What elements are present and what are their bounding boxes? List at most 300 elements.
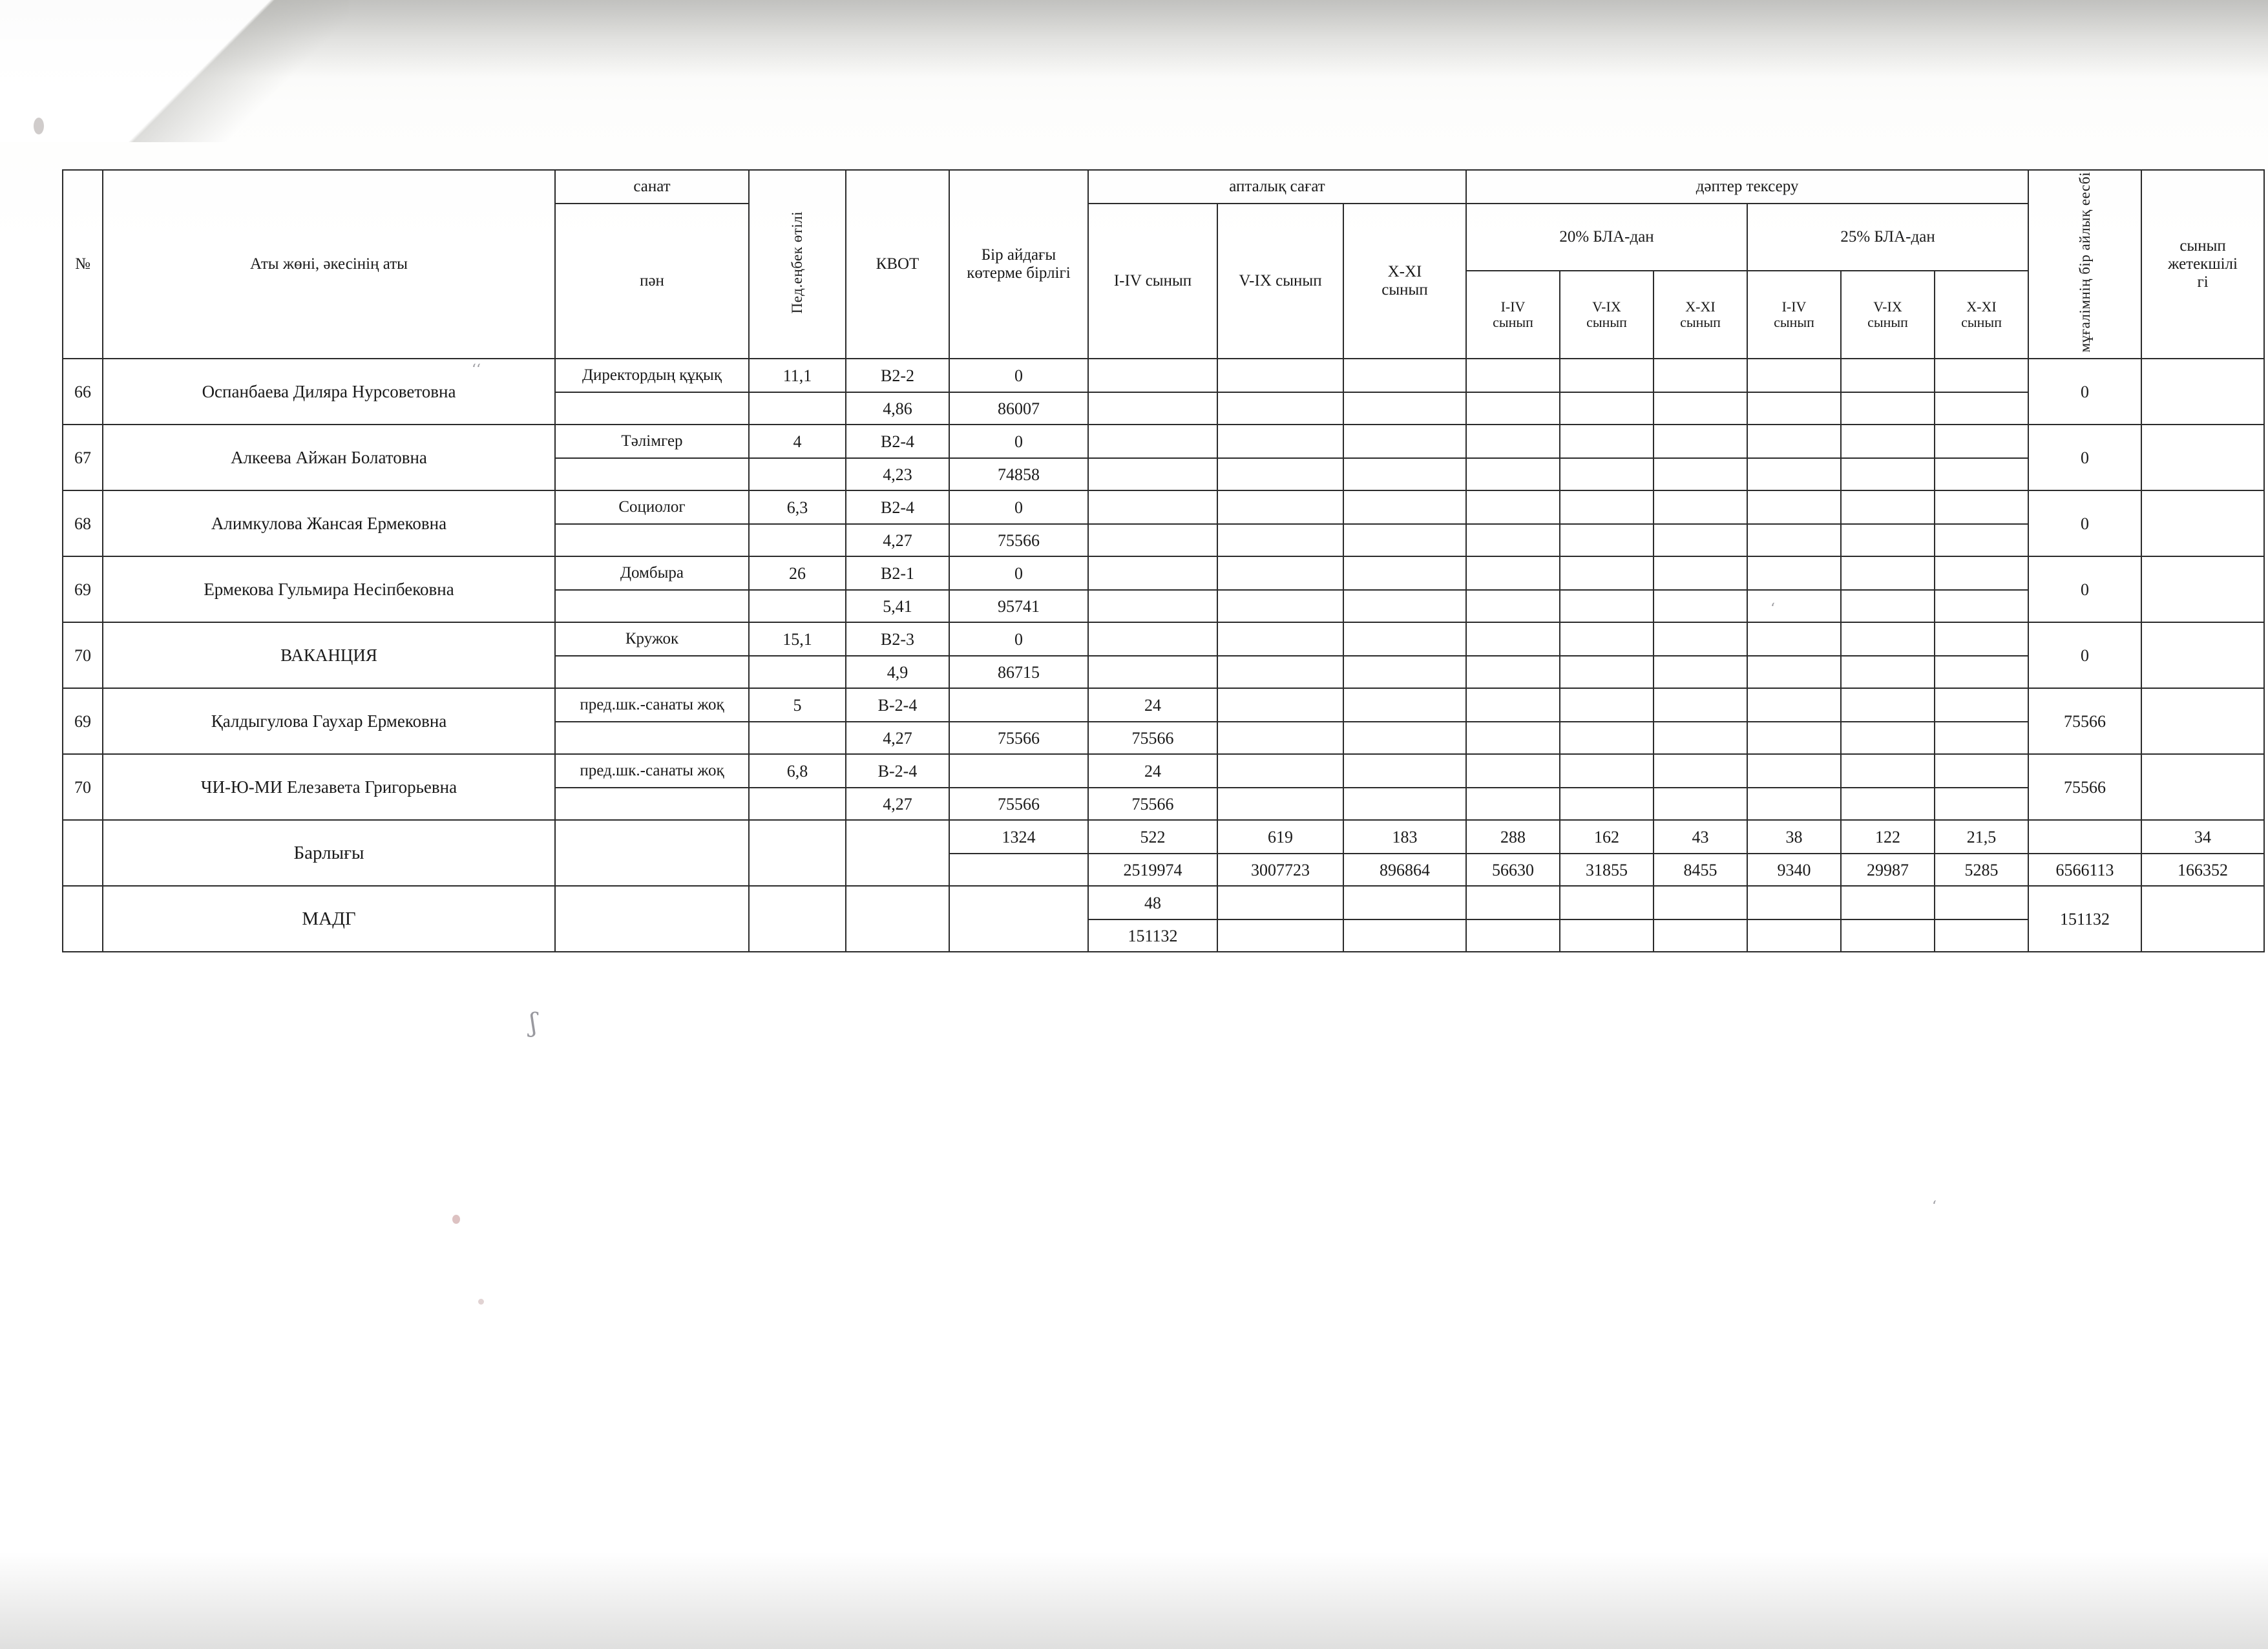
row-subject-second [555,524,749,556]
row-unit-top: 0 [949,490,1088,524]
row-weekly-5-9-top [1217,359,1343,392]
row-pct25-10-11-top [1935,622,2028,656]
row-experience-second [749,590,846,622]
row-subject: Домбыра [555,556,749,590]
header-weekly-10-11-line2: сынып [1381,281,1428,299]
row-pct25-10-11-bottom [1935,524,2028,556]
row-weekly-1-4-bottom [1088,392,1217,425]
row-no: 69 [63,688,103,754]
row-teacher-total: 0 [2028,556,2141,622]
pen-stroke: ʻ [1770,601,1775,617]
row-weekly-1-4-top [1088,622,1217,656]
table-row[interactable] [63,359,2264,392]
row-pct20-10-11-top [1654,359,1747,392]
row-experience: 6,8 [749,754,846,788]
row-pct25-5-9-bottom [1841,590,1935,622]
row-no: 67 [63,425,103,490]
row-weekly-1-4-bottom [1088,590,1217,622]
header-monthly-unit [949,170,1088,359]
pen-stroke: ʻʻ [472,362,481,378]
row-pct20-10-11-bottom [1654,524,1747,556]
header-class-teacher-line1: сынып [2179,237,2226,255]
row-weekly-5-9-top [1217,688,1343,722]
row-pct20-1-4-bottom [1466,788,1560,820]
row-pct25-1-4-top [1747,622,1841,656]
row-class-teacher [2141,688,2264,754]
row-pct25-5-9-bottom [1841,524,1935,556]
totals-pct20-1-4-bottom: 56630 [1466,854,1560,886]
table-row[interactable] [63,754,2264,788]
row-weekly-10-11-bottom [1343,392,1466,425]
row-pct25-1-4-bottom [1747,788,1841,820]
table-row[interactable] [63,688,2264,722]
madg-teacher-total: 151132 [2028,886,2141,952]
row-name: Алкеева Айжан Болатовна [103,425,555,490]
madg-pct25-5-9-bottom [1841,919,1935,952]
row-pct20-10-11-top [1654,688,1747,722]
row-weekly-10-11-top [1343,425,1466,458]
row-pct20-10-11-top [1654,622,1747,656]
madg-weekly-10-11-top [1343,886,1466,919]
row-class-teacher [2141,359,2264,425]
header-teacher-monthly: мұғалімнің бір айлық еесбі [2028,170,2141,359]
row-subject: Социолог [555,490,749,524]
row-pct25-1-4-top [1747,425,1841,458]
madg-pct25-1-4-top [1747,886,1841,919]
row-pct20-5-9-top [1560,359,1654,392]
row-pct20-1-4-bottom [1466,722,1560,754]
row-subject-second [555,656,749,688]
row-weekly-5-9-top [1217,556,1343,590]
row-pct25-5-9-top [1841,688,1935,722]
row-pct25-5-9-bottom [1841,458,1935,490]
totals-class-teacher-bottom: 166352 [2141,854,2264,886]
row-pct25-10-11-bottom [1935,590,2028,622]
row-subject: пред.шк.-санаты жоқ [555,688,749,722]
header-pct25-grade-10-11: X-XI сынып [1935,271,2028,359]
row-subject: Кружок [555,622,749,656]
row-pct20-5-9-top [1560,490,1654,524]
row-weekly-10-11-bottom [1343,458,1466,490]
row-unit-top [949,754,1088,788]
header-pct25-grade-1-4: I-IV сынып [1747,271,1841,359]
header-notebook-check: дәптер тексеру [1466,170,2028,204]
row-weekly-10-11-top [1343,622,1466,656]
row-pct20-10-11-top [1654,556,1747,590]
row-name: Қалдыгулова Гаухар Ермековна [103,688,555,754]
row-no: 70 [63,754,103,820]
row-no: 66 [63,359,103,425]
row-experience-second [749,392,846,425]
totals-teacher-total-bottom: 6566113 [2028,854,2141,886]
totals-teacher-total-top [2028,820,2141,854]
row-pct25-5-9-top [1841,754,1935,788]
row-pct25-1-4-top [1747,359,1841,392]
row-subject-second [555,392,749,425]
row-teacher-total: 75566 [2028,688,2141,754]
teacher-workload-table [62,169,2265,952]
row-name: ЧИ-Ю-МИ Елезавета Григорьевна [103,754,555,820]
header-category: санат [555,170,749,204]
row-no: 69 [63,556,103,622]
row-kvot-top: В2-4 [846,490,949,524]
madg-subject-cell [555,886,749,952]
row-kvot-bottom: 4,27 [846,788,949,820]
row-teacher-total: 0 [2028,490,2141,556]
row-pct25-5-9-top [1841,359,1935,392]
row-kvot-bottom: 5,41 [846,590,949,622]
row-weekly-1-4-top: 24 [1088,688,1217,722]
row-unit-bottom: 75566 [949,788,1088,820]
header-pct20: 20% БЛА-дан [1466,204,1747,271]
row-unit-top: 0 [949,359,1088,392]
row-unit-top: 0 [949,622,1088,656]
row-kvot-top: В2-2 [846,359,949,392]
row-weekly-5-9-top [1217,622,1343,656]
row-weekly-1-4-bottom: 75566 [1088,788,1217,820]
row-weekly-1-4-top [1088,556,1217,590]
header-no: № [63,170,103,359]
row-weekly-10-11-top [1343,688,1466,722]
row-weekly-10-11-bottom [1343,656,1466,688]
totals-pct25-5-9-bottom: 29987 [1841,854,1935,886]
row-weekly-10-11-top [1343,556,1466,590]
row-kvot-bottom: 4,27 [846,524,949,556]
row-kvot-top: В2-3 [846,622,949,656]
header-pct20-grade-5-9: V-IX сынып [1560,271,1654,359]
row-unit-top: 0 [949,425,1088,458]
row-weekly-1-4-top [1088,359,1217,392]
row-pct25-10-11-top [1935,556,2028,590]
totals-class-teacher-top: 34 [2141,820,2264,854]
row-no: 70 [63,622,103,688]
row-pct25-1-4-top [1747,556,1841,590]
header-pct25-grade-5-9: V-IX сынып [1841,271,1935,359]
row-pct20-10-11-bottom [1654,656,1747,688]
totals-experience-cell [749,820,846,886]
row-name: Ермекова Гульмира Несіпбековна [103,556,555,622]
row-weekly-1-4-bottom [1088,458,1217,490]
row-pct20-5-9-top [1560,688,1654,722]
row-pct20-10-11-bottom [1654,458,1747,490]
totals-unit-bottom [949,854,1088,886]
row-kvot-top: В2-1 [846,556,949,590]
row-unit-bottom: 86007 [949,392,1088,425]
row-pct25-10-11-top [1935,754,2028,788]
row-subject: Тәлімгер [555,425,749,458]
row-unit-bottom: 86715 [949,656,1088,688]
row-weekly-5-9-bottom [1217,722,1343,754]
row-weekly-10-11-bottom [1343,524,1466,556]
row-class-teacher [2141,556,2264,622]
row-kvot-bottom: 4,23 [846,458,949,490]
row-subject-second [555,458,749,490]
row-pct25-10-11-bottom [1935,392,2028,425]
table-row[interactable] [63,556,2264,590]
row-experience: 26 [749,556,846,590]
row-pct25-1-4-bottom [1747,656,1841,688]
madg-experience-cell [749,886,846,952]
row-teacher-total: 0 [2028,622,2141,688]
row-pct25-10-11-top [1935,688,2028,722]
row-pct25-5-9-top [1841,622,1935,656]
row-experience-second [749,788,846,820]
madg-pct20-5-9-bottom [1560,919,1654,952]
row-kvot-top: В-2-4 [846,688,949,722]
totals-pct25-1-4-bottom: 9340 [1747,854,1841,886]
row-pct25-1-4-bottom [1747,458,1841,490]
table-row[interactable] [63,425,2264,458]
totals-weekly-10-11-bottom: 896864 [1343,854,1466,886]
totals-unit-top: 1324 [949,820,1088,854]
row-experience: 6,3 [749,490,846,524]
header-subject: пән [555,204,749,359]
row-pct20-10-11-bottom [1654,392,1747,425]
row-pct20-5-9-bottom [1560,722,1654,754]
table-header [63,170,2264,359]
totals-no-cell [63,820,103,886]
row-pct25-5-9-bottom [1841,392,1935,425]
row-experience-second [749,722,846,754]
header-class-teacher-line3: гі [2197,273,2209,291]
row-pct20-5-9-bottom [1560,458,1654,490]
row-weekly-5-9-top [1217,425,1343,458]
totals-pct20-5-9-bottom: 31855 [1560,854,1654,886]
row-class-teacher [2141,754,2264,820]
row-pct25-1-4-bottom [1747,722,1841,754]
madg-no-cell [63,886,103,952]
row-subject-second [555,590,749,622]
row-pct20-10-11-bottom [1654,590,1747,622]
row-kvot-top: В-2-4 [846,754,949,788]
row-pct20-10-11-top [1654,754,1747,788]
row-teacher-total: 75566 [2028,754,2141,820]
row-pct20-5-9-bottom [1560,392,1654,425]
row-pct25-5-9-bottom [1841,656,1935,688]
row-pct20-5-9-bottom [1560,788,1654,820]
madg-pct25-10-11-top [1935,886,2028,919]
row-class-teacher [2141,425,2264,490]
madg-pct25-1-4-bottom [1747,919,1841,952]
row-weekly-5-9-bottom [1217,590,1343,622]
totals-weekly-5-9-bottom: 3007723 [1217,854,1343,886]
row-pct20-1-4-top [1466,425,1560,458]
row-weekly-10-11-top [1343,754,1466,788]
header-kvot: КВОТ [846,170,949,359]
row-weekly-5-9-bottom [1217,524,1343,556]
row-weekly-10-11-top [1343,359,1466,392]
madg-unit-cell [949,886,1088,952]
row-pct20-5-9-top [1560,754,1654,788]
row-weekly-5-9-bottom [1217,392,1343,425]
row-unit-bottom: 75566 [949,722,1088,754]
row-unit-bottom: 74858 [949,458,1088,490]
row-pct20-5-9-top [1560,622,1654,656]
totals-weekly-1-4-top: 522 [1088,820,1217,854]
totals-pct20-1-4-top: 288 [1466,820,1560,854]
row-pct20-10-11-top [1654,490,1747,524]
row-weekly-5-9-bottom [1217,656,1343,688]
row-experience-second [749,524,846,556]
madg-label: МАДГ [103,886,555,952]
row-pct20-10-11-bottom [1654,788,1747,820]
totals-row-top [63,820,2264,854]
row-unit-bottom: 75566 [949,524,1088,556]
header-weekly-hours: апталық сағат [1088,170,1466,204]
header-weekly-1-4: I-IV сынып [1088,204,1217,359]
row-unit-top [949,688,1088,722]
madg-weekly-1-4-bottom: 151132 [1088,919,1217,952]
row-experience-second [749,458,846,490]
row-pct20-5-9-top [1560,425,1654,458]
row-pct25-5-9-bottom [1841,788,1935,820]
row-pct20-1-4-top [1466,490,1560,524]
madg-pct20-10-11-bottom [1654,919,1747,952]
row-weekly-1-4-bottom [1088,524,1217,556]
row-name: Оспанбаева Диляра Нурсоветовна [103,359,555,425]
totals-kvot-cell [846,820,949,886]
madg-pct25-5-9-top [1841,886,1935,919]
row-weekly-1-4-bottom [1088,656,1217,688]
totals-weekly-10-11-top: 183 [1343,820,1466,854]
header-class-teacher [2141,170,2264,359]
row-pct20-1-4-top [1466,359,1560,392]
madg-pct25-10-11-bottom [1935,919,2028,952]
workload-table-container [62,169,2241,952]
header-weekly-5-9: V-IX сынып [1217,204,1343,359]
header-weekly-10-11 [1343,204,1466,359]
row-pct25-5-9-top [1841,556,1935,590]
header-experience: Пед.еңбек өтілі [749,170,846,359]
madg-pct20-5-9-top [1560,886,1654,919]
madg-row-top [63,886,2264,919]
madg-kvot-cell [846,886,949,952]
row-pct25-1-4-top [1747,754,1841,788]
row-experience: 4 [749,425,846,458]
totals-pct25-10-11-bottom: 5285 [1935,854,2028,886]
row-pct25-1-4-top [1747,688,1841,722]
row-pct20-10-11-top [1654,425,1747,458]
table-row[interactable] [63,490,2264,524]
row-pct20-10-11-bottom [1654,722,1747,754]
row-experience: 11,1 [749,359,846,392]
totals-weekly-1-4-bottom: 2519974 [1088,854,1217,886]
row-pct20-1-4-top [1466,622,1560,656]
row-subject: Директордың құқық [555,359,749,392]
row-teacher-total: 0 [2028,359,2141,425]
row-pct25-5-9-top [1841,425,1935,458]
row-weekly-10-11-bottom [1343,788,1466,820]
totals-pct25-5-9-top: 122 [1841,820,1935,854]
row-pct25-5-9-top [1841,490,1935,524]
row-class-teacher [2141,490,2264,556]
header-pct20-grade-10-11: X-XI сынып [1654,271,1747,359]
totals-label: Барлығы [103,820,555,886]
header-monthly-unit-line2: көтерме бірлігі [967,264,1071,282]
row-experience: 5 [749,688,846,722]
pen-stroke: ʻ [1932,1199,1937,1215]
header-weekly-10-11-line1: X-XI [1387,263,1422,281]
totals-pct25-10-11-top: 21,5 [1935,820,2028,854]
row-weekly-5-9-bottom [1217,458,1343,490]
row-experience-second [749,656,846,688]
row-name: ВАКАНЦИЯ [103,622,555,688]
row-weekly-10-11-bottom [1343,590,1466,622]
row-kvot-top: В2-4 [846,425,949,458]
row-pct20-1-4-bottom [1466,458,1560,490]
row-kvot-bottom: 4,9 [846,656,949,688]
totals-pct25-1-4-top: 38 [1747,820,1841,854]
row-weekly-10-11-bottom [1343,722,1466,754]
row-pct25-10-11-bottom [1935,458,2028,490]
row-pct20-5-9-bottom [1560,524,1654,556]
totals-pct20-5-9-top: 162 [1560,820,1654,854]
pen-stroke: ʃ [530,1008,537,1038]
madg-weekly-1-4-top: 48 [1088,886,1217,919]
totals-pct20-10-11-bottom: 8455 [1654,854,1747,886]
row-pct25-10-11-bottom [1935,722,2028,754]
header-pct25: 25% БЛА-дан [1747,204,2028,271]
row-pct20-5-9-bottom [1560,656,1654,688]
row-pct20-5-9-bottom [1560,590,1654,622]
row-pct20-1-4-bottom [1466,656,1560,688]
row-weekly-5-9-top [1217,490,1343,524]
row-unit-top: 0 [949,556,1088,590]
row-pct20-5-9-top [1560,556,1654,590]
header-monthly-unit-line1: Бір айдағы [981,246,1056,264]
row-pct20-1-4-bottom [1466,392,1560,425]
row-pct25-10-11-bottom [1935,656,2028,688]
row-pct25-10-11-top [1935,425,2028,458]
row-pct25-10-11-bottom [1935,788,2028,820]
row-kvot-bottom: 4,86 [846,392,949,425]
header-pct20-grade-1-4: I-IV сынып [1466,271,1560,359]
row-pct20-1-4-top [1466,688,1560,722]
totals-weekly-5-9-top: 619 [1217,820,1343,854]
row-pct20-1-4-top [1466,556,1560,590]
row-subject-second [555,788,749,820]
row-weekly-1-4-top [1088,490,1217,524]
madg-pct20-1-4-top [1466,886,1560,919]
row-experience: 15,1 [749,622,846,656]
row-pct25-5-9-bottom [1841,722,1935,754]
row-pct25-1-4-bottom [1747,524,1841,556]
row-weekly-1-4-top: 24 [1088,754,1217,788]
row-unit-bottom: 95741 [949,590,1088,622]
row-weekly-1-4-top [1088,425,1217,458]
madg-class-teacher [2141,886,2264,952]
row-pct25-10-11-top [1935,359,2028,392]
row-kvot-bottom: 4,27 [846,722,949,754]
table-row[interactable] [63,622,2264,656]
row-class-teacher [2141,622,2264,688]
row-teacher-total: 0 [2028,425,2141,490]
madg-weekly-5-9-top [1217,886,1343,919]
row-no: 68 [63,490,103,556]
totals-subject-cell [555,820,749,886]
row-pct25-1-4-top [1747,490,1841,524]
table-body [63,359,2264,952]
header-class-teacher-line2: жетекшілі [2168,255,2238,273]
row-subject-second [555,722,749,754]
row-pct25-1-4-bottom [1747,590,1841,622]
madg-pct20-1-4-bottom [1466,919,1560,952]
header-name: Аты жөні, әкесінің аты [103,170,555,359]
row-subject: пред.шк.-санаты жоқ [555,754,749,788]
madg-pct20-10-11-top [1654,886,1747,919]
row-pct20-1-4-bottom [1466,590,1560,622]
row-pct20-1-4-bottom [1466,524,1560,556]
